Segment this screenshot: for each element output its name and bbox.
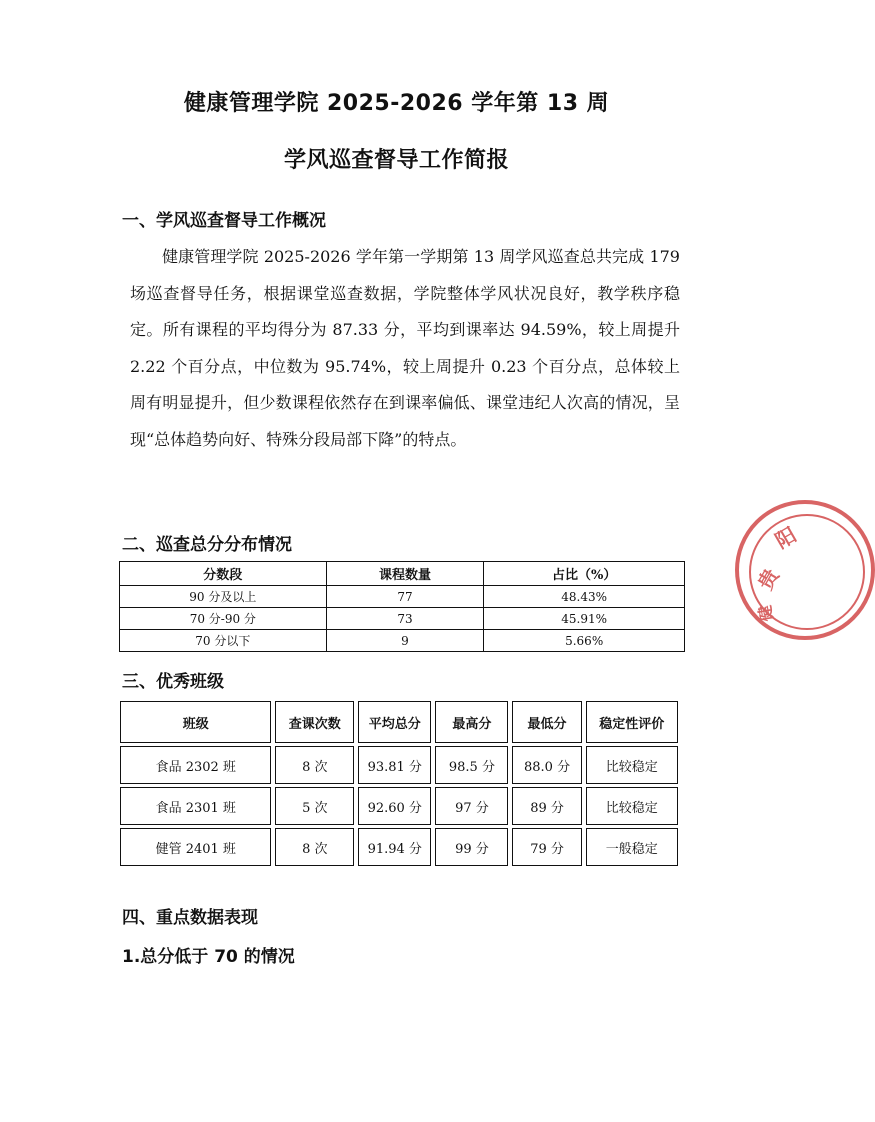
table-cell: 比较稳定 (586, 746, 678, 784)
report-title-line1: 健康管理学院 2025-2026 学年第 13 周 (183, 91, 610, 116)
section4-heading: 四、重点数据表现 (122, 908, 258, 928)
table-cell: 70 分-90 分 (120, 608, 327, 630)
table-cell: 98.5 分 (435, 746, 508, 784)
table-row (120, 586, 685, 608)
table-row (120, 746, 678, 784)
table-row (120, 828, 678, 866)
section4-subheading: 1.总分低于 70 的情况 (122, 947, 295, 967)
table-cell: 89 分 (512, 787, 581, 825)
table-cell: 88.0 分 (512, 746, 581, 784)
table-header-cell: 平均总分 (358, 701, 431, 743)
table-header-cell: 课程数量 (326, 562, 484, 586)
excellent-classes-table (116, 698, 682, 869)
section1-heading: 一、学风巡查督导工作概况 (122, 211, 326, 231)
table-cell: 5.66% (484, 630, 685, 652)
table-cell: 92.60 分 (358, 787, 431, 825)
table-cell: 48.43% (484, 586, 685, 608)
table-cell: 70 分以下 (120, 630, 327, 652)
table-row (120, 630, 685, 652)
table-header-cell: 稳定性评价 (586, 701, 678, 743)
table-cell: 93.81 分 (358, 746, 431, 784)
table-cell: 食品 2302 班 (120, 746, 271, 784)
table-cell: 90 分及以上 (120, 586, 327, 608)
section3-heading: 三、优秀班级 (122, 672, 224, 692)
table-row (120, 787, 678, 825)
table-cell: 9 (326, 630, 484, 652)
table-header-cell: 最高分 (435, 701, 508, 743)
table-cell: 8 次 (275, 746, 354, 784)
table-cell: 一般稳定 (586, 828, 678, 866)
official-seal-stamp (735, 500, 875, 640)
seal-char: 阳 (771, 522, 801, 554)
table-header-row (120, 701, 678, 743)
table-cell: 79 分 (512, 828, 581, 866)
table-cell: 健管 2401 班 (120, 828, 271, 866)
table-row (120, 608, 685, 630)
table-header-cell: 班级 (120, 701, 271, 743)
table-header-cell: 查课次数 (275, 701, 354, 743)
table-cell: 73 (326, 608, 484, 630)
seal-char: 贵 (752, 564, 784, 594)
report-title-line2: 学风巡查督导工作简报 (283, 148, 509, 173)
table-cell: 97 分 (435, 787, 508, 825)
table-cell: 45.91% (484, 608, 685, 630)
score-distribution-table (119, 561, 685, 652)
table-cell: 8 次 (275, 828, 354, 866)
table-cell: 食品 2301 班 (120, 787, 271, 825)
table-cell: 91.94 分 (358, 828, 431, 866)
table-cell: 77 (326, 586, 484, 608)
table-cell: 99 分 (435, 828, 508, 866)
table-cell: 比较稳定 (586, 787, 678, 825)
section1-paragraph: 健康管理学院 2025-2026 学年第一学期第 13 周学风巡查总共完成 179 场巡查督导任务，根据课堂巡查数据，学院整体学风状况良好，教学秩序稳定。所有课程的平均得分为 87.33 分，平均到课率达 94.59%，较上周提升 2.22 个百分点，中位数为 95.74%，较上周提升 0.23 个百分点，总体较上周有明显提升，但少数课程依然存在到课率偏低、课堂违纪人次高的情况，呈现“总体趋势向好、特殊分段局部下降”的特点。 (130, 247, 680, 449)
table-header-cell: 最低分 (512, 701, 581, 743)
table-cell: 5 次 (275, 787, 354, 825)
table-header-cell: 占比（%） (484, 562, 685, 586)
table-header-row (120, 562, 685, 586)
seal-char: 健 (755, 603, 777, 623)
section2-heading: 二、巡查总分分布情况 (122, 535, 292, 555)
table-header-cell: 分数段 (120, 562, 327, 586)
